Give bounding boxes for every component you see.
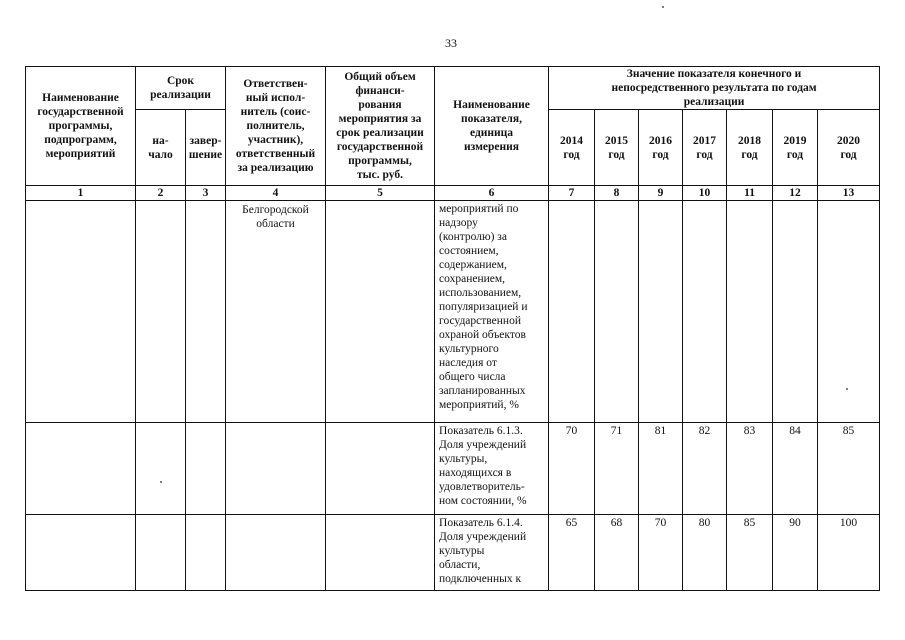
indicator-cell: Показатель 6.1.4. Доля учреждений культуры области, подключенных к xyxy=(435,515,549,591)
value-cell xyxy=(773,201,818,423)
column-number: 2 xyxy=(136,186,186,201)
value-cell xyxy=(683,201,727,423)
term-start-cell xyxy=(136,201,186,423)
column-number: 5 xyxy=(326,186,435,201)
value-cell: 83 xyxy=(727,423,773,515)
table-row xyxy=(26,201,880,423)
program-cell xyxy=(26,201,136,423)
value-cell: 85 xyxy=(727,515,773,591)
column-number: 3 xyxy=(186,186,226,201)
value-cell: 70 xyxy=(639,515,683,591)
value-cell: 84 xyxy=(773,423,818,515)
header-funding: Общий объем финанси- рования мероприятия за срок реализации государственной программы, тыс. руб. xyxy=(326,67,435,186)
indicator-cell: Показатель 6.1.3. Доля учреждений культуры, находящихся в удовлетворитель- ном состоянии, % xyxy=(435,423,549,515)
program-cell xyxy=(26,423,136,515)
header-indicator: Наименование показателя, единица измерения xyxy=(435,67,549,186)
program-cell xyxy=(26,515,136,591)
value-cell: 68 xyxy=(595,515,639,591)
column-number: 10 xyxy=(683,186,727,201)
page-number: 33 xyxy=(445,36,457,50)
responsible-cell: Белгородской области xyxy=(226,201,326,423)
responsible-cell xyxy=(226,515,326,591)
table-row xyxy=(26,423,880,515)
term-start-cell xyxy=(136,515,186,591)
header-responsible: Ответствен- ный испол- нитель (соис- полнитель, участник), ответственный за реализацию xyxy=(226,67,326,186)
header-term: Срок реализации xyxy=(136,67,226,110)
column-number: 11 xyxy=(727,186,773,201)
scan-speck xyxy=(662,6,664,8)
column-number: 8 xyxy=(595,186,639,201)
value-cell xyxy=(595,201,639,423)
table-row xyxy=(26,515,880,591)
value-cell: 100 xyxy=(818,515,880,591)
column-number: 1 xyxy=(26,186,136,201)
value-cell xyxy=(727,201,773,423)
term-end-cell xyxy=(186,423,226,515)
column-number: 12 xyxy=(773,186,818,201)
value-cell: 81 xyxy=(639,423,683,515)
column-number: 4 xyxy=(226,186,326,201)
column-number: 7 xyxy=(549,186,595,201)
value-cell: 85 xyxy=(818,423,880,515)
header-values-group: Значение показателя конечного и непосредственного результата по годам реализации xyxy=(549,67,880,110)
funding-cell xyxy=(326,201,435,423)
scan-speck xyxy=(160,481,162,483)
header-year: 2017 год xyxy=(683,110,727,186)
header-year: 2014 год xyxy=(549,110,595,186)
funding-cell xyxy=(326,515,435,591)
indicator-cell: мероприятий по надзору (контролю) за состоянием, содержанием, сохранением, использованием, популяризацией и государственной охраной объектов культурного наследия от общего числа запланированных мероприятий, % xyxy=(435,201,549,423)
value-cell: 80 xyxy=(683,515,727,591)
header-term-end: завер- шение xyxy=(186,110,226,186)
term-end-cell xyxy=(186,201,226,423)
header-year: 2020 год xyxy=(818,110,880,186)
scan-speck xyxy=(846,388,848,390)
header-year: 2015 год xyxy=(595,110,639,186)
header-program-name: Наименование государственной программы, подпрограмм, мероприятий xyxy=(26,67,136,186)
column-number-row xyxy=(26,186,880,201)
value-cell: 65 xyxy=(549,515,595,591)
value-cell: 70 xyxy=(549,423,595,515)
value-cell xyxy=(639,201,683,423)
value-cell: 90 xyxy=(773,515,818,591)
header-term-start: на- чало xyxy=(136,110,186,186)
term-end-cell xyxy=(186,515,226,591)
column-number: 6 xyxy=(435,186,549,201)
header-year: 2018 год xyxy=(727,110,773,186)
value-cell xyxy=(549,201,595,423)
funding-cell xyxy=(326,423,435,515)
header-year: 2019 год xyxy=(773,110,818,186)
value-cell xyxy=(818,201,880,423)
column-number: 13 xyxy=(818,186,880,201)
value-cell: 71 xyxy=(595,423,639,515)
term-start-cell xyxy=(136,423,186,515)
indicators-table xyxy=(25,66,880,591)
header-year: 2016 год xyxy=(639,110,683,186)
responsible-cell xyxy=(226,423,326,515)
column-number: 9 xyxy=(639,186,683,201)
value-cell: 82 xyxy=(683,423,727,515)
